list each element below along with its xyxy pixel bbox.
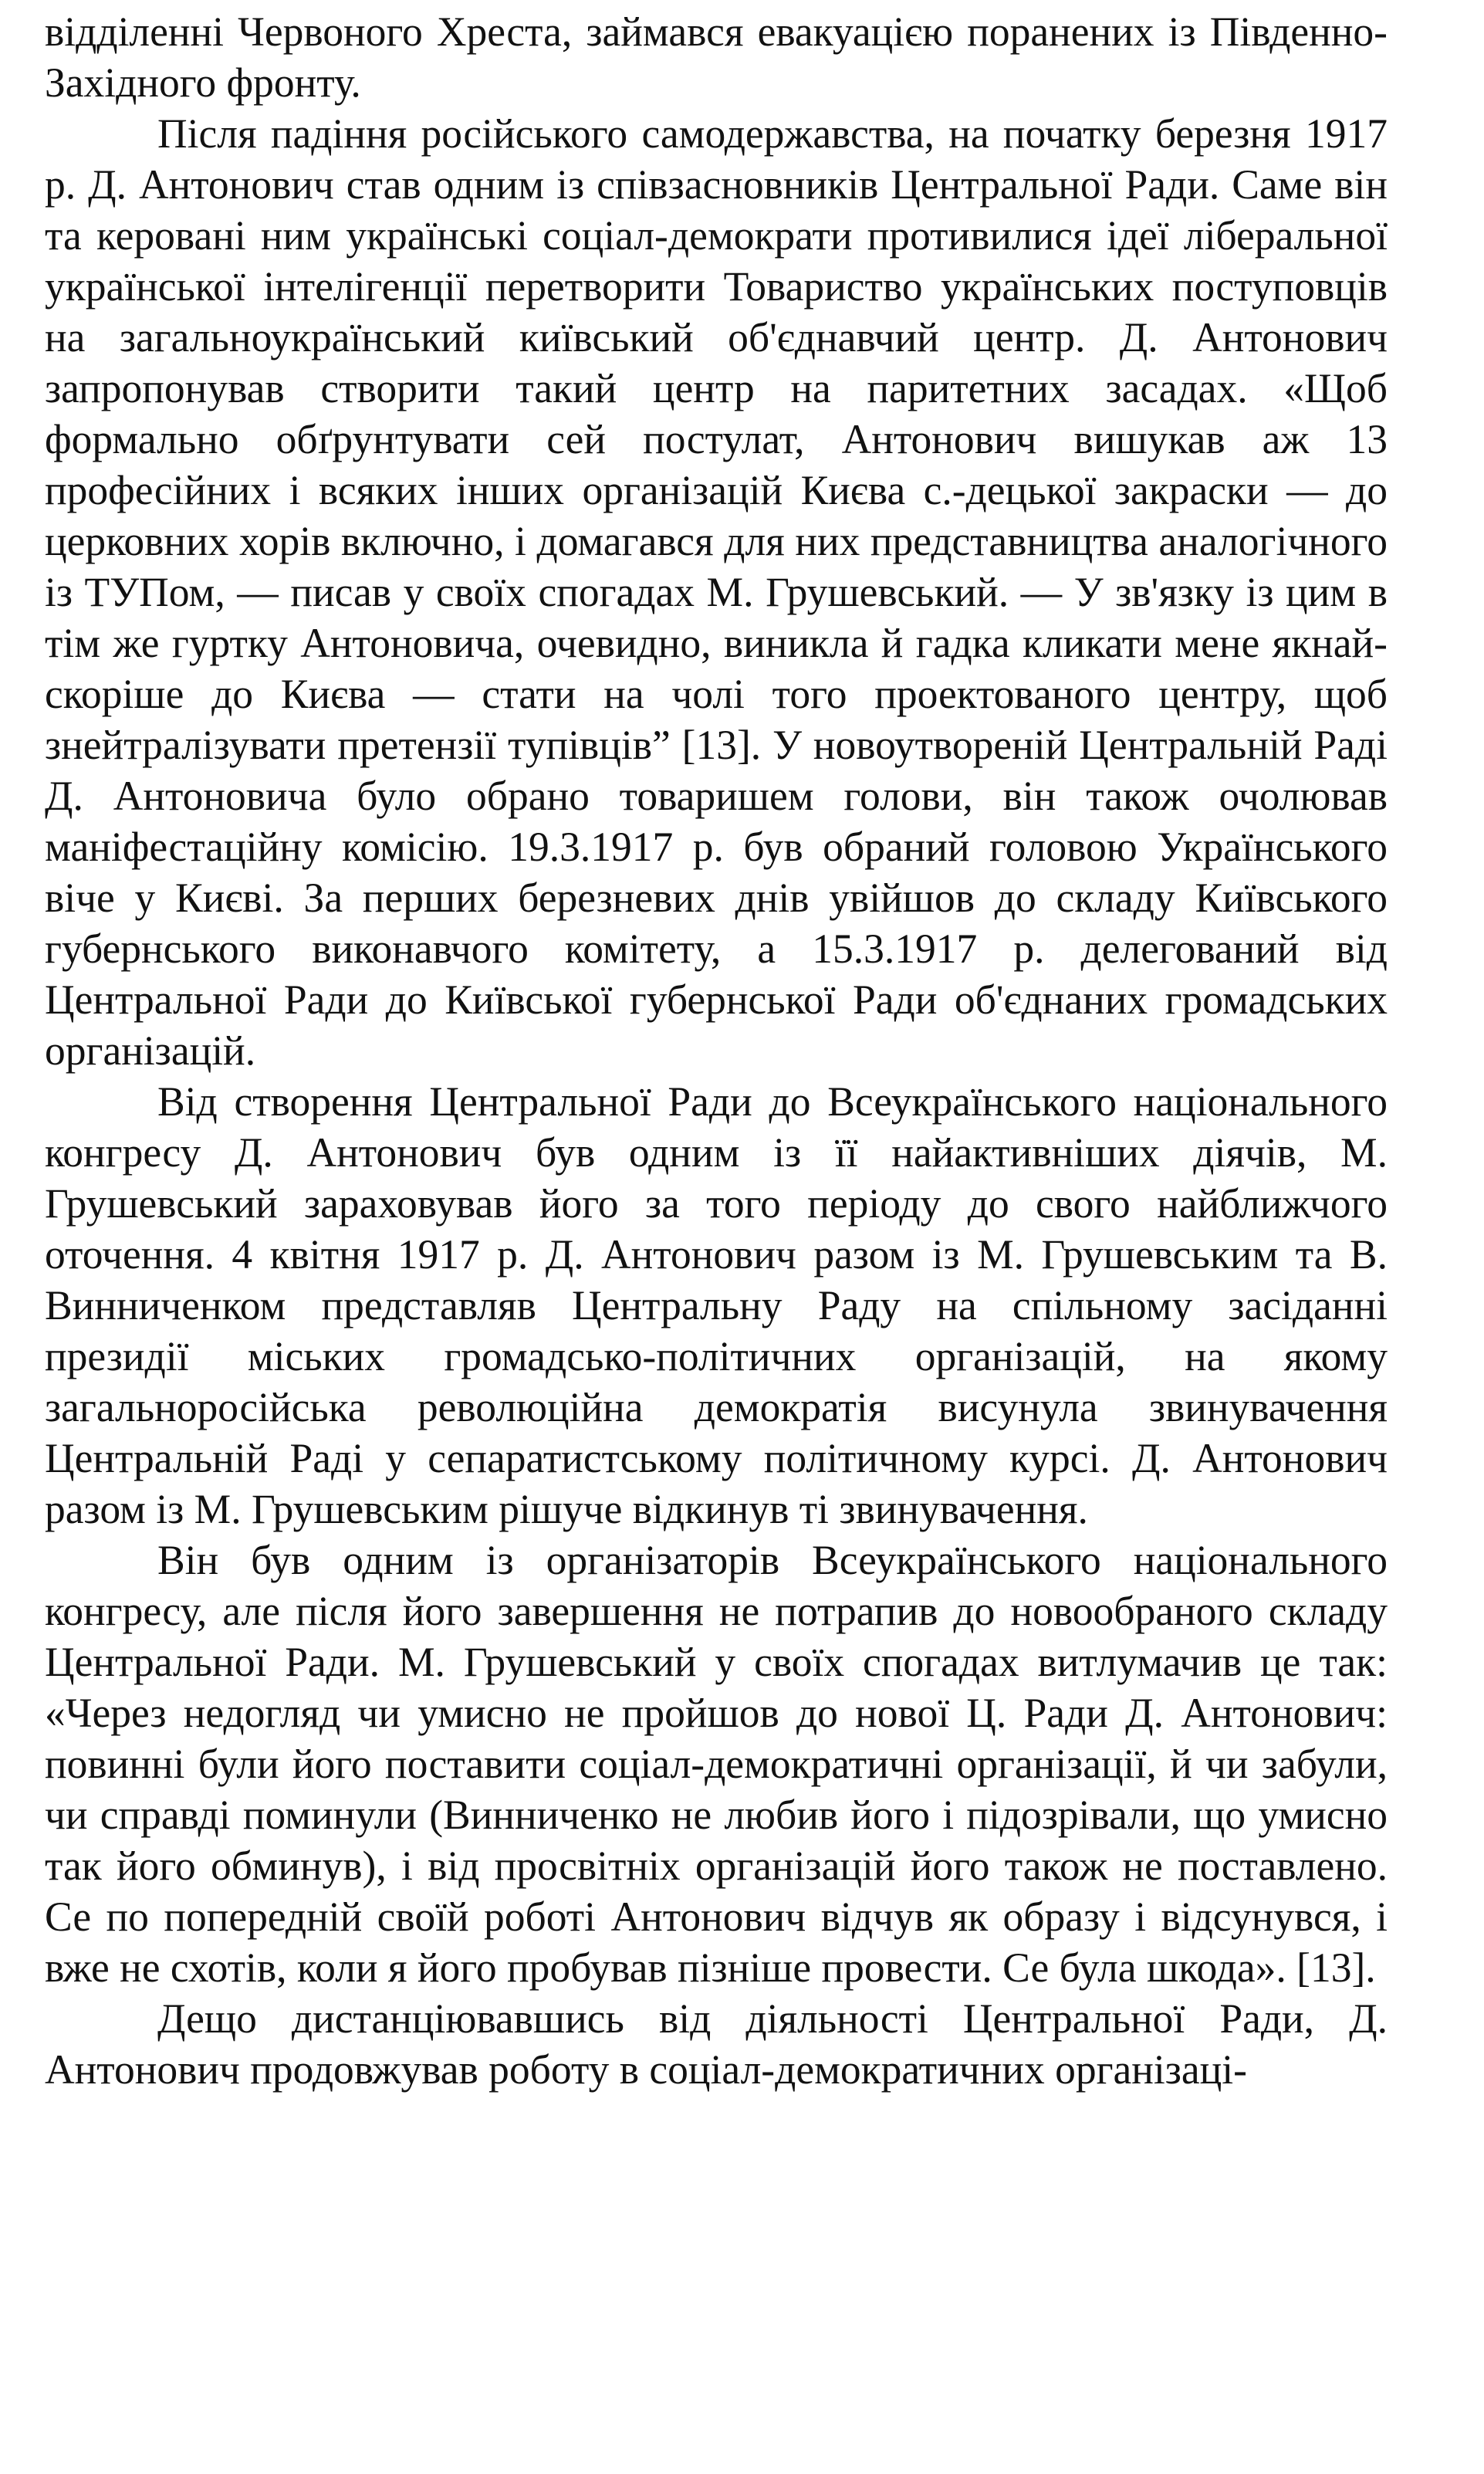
paragraph-4: Він був одним із організаторів Всеукраїнського національного конгресу, але після його завершення не потрапив до новообраного складу Центральної Ради. М. Грушевський у своїх спогадах витлумачив це так: «Через недогляд чи умисно не пройшов до нової Ц. Ради Д. Антонович: повинні були його поставити соціал-демократичні організації, й чи забули, чи справді поминули (Винниченко не любив його і підозрівали, що умисно так його обминув), і від просвітніх організацій його також не поставлено. Се по попередній своїй роботі Антонович відчув як образу і відсунувся, і вже не схотів, коли я його пробував пізніше провести. Се була шкода». [13].	[45, 1537, 1388, 1991]
paragraph-1: відділенні Червоного Хреста, займався евакуацією поранених із Південно-Західного фронту.	[45, 8, 1388, 106]
paragraph-5: Дещо дистанціювавшись від діяльності Центральної Ради, Д. Антонович продовжував роботу в соціал-демократичних організаці-	[45, 1995, 1388, 2093]
paragraph-3: Від створення Центральної Ради до Всеукраїнського національного конгресу Д. Антонович був одним із її найактивніших діячів, М. Грушевський зараховував його за того періоду до свого найближчого оточення. 4 квітня 1917 р. Д. Антонович разом із М. Грушевським та В. Винниченком представляв Центральну Раду на спільному засіданні президії міських громадсько-політичних організацій, на якому загальноросійська революційна демократія висунула звинувачення Центральній Раді у сепаратистському політичному курсі. Д. Антонович разом із М. Грушевським рішуче відкинув ті звинувачення.	[45, 1078, 1388, 1532]
paragraph-2: Після падіння російського самодержавства, на початку березня 1917 р. Д. Антонович став одним із співзасновників Центральної Ради. Саме він та керовані ним українські соціал-демократи противилися ідеї ліберальної української інтелігенції перетворити Товариство українських поступовців на загальноукраїнський київський об'єднавчий центр. Д. Антонович запропонував створити такий центр на паритетних засадах. «Щоб формально обґрунтувати сей постулат, Антонович вишукав аж 13 професійних і всяких інших організацій Києва с.-децької закраски — до церковних хорів включно, і домагався для них представництва аналогічного із ТУПом, — писав у своїх спогадах М. Грушевський. — У зв'язку із цим в тім же гуртку Антоновича, очевидно, виникла й гадка кликати мене якнайскоріше до Києва — стати на чолі того проектованого центру, щоб знейтралізувати претензії тупівців” [13]. У новоутвореній Центральній Раді Д. Антоновича було обрано товаришем голови, він також очолював маніфестаційну комісію. 19.3.1917 р. був обраний головою Українського віче у Києві. За перших березневих днів увійшов до складу Київського губернського виконавчого комітету, а 15.3.1917 р. делегований від Центральної Ради до Київської губернської Ради об'єднаних громадських організацій.	[45, 110, 1388, 1074]
document-page	[45, 6, 1388, 2095]
